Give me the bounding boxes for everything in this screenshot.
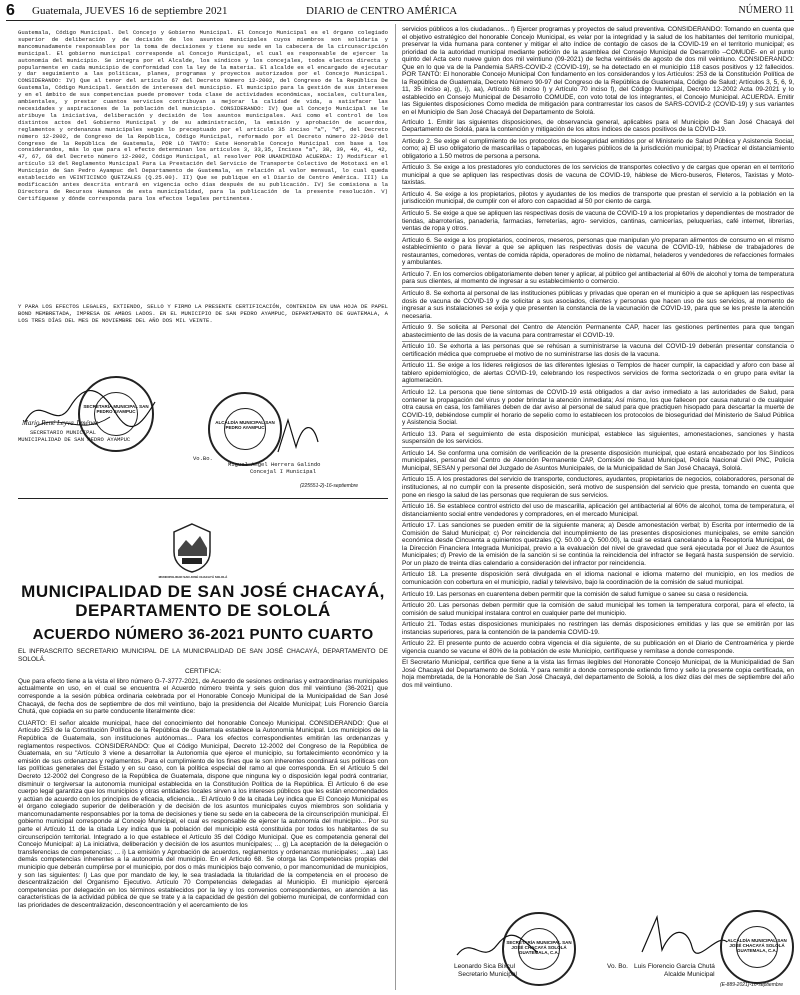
header-date: Guatemala, JUEVES 16 de septiembre 2021 xyxy=(32,5,228,17)
signer1-name: Mario René Leyva Jiménez xyxy=(22,419,98,427)
publication-ref: (225551-2)-16-septiembre xyxy=(300,483,359,489)
logo-text: MUNICIPALIDAD SAN JOSÉ CHACAYÁ SOLOLÁ xyxy=(158,575,228,579)
article-item: Artículo 20. Las personas deben permitir que la comisión de salud municipal les tomen la temperatura corporal, para el efecto, la comisión de salud municipal instalara control en cualquier parte del municipio. xyxy=(402,602,794,620)
article-item: Artículo 3. Se exige a los prestadores y/o conductores de los servicios de transportes colectivo y de cargas que operan en el territorio municipal a que se apliquen las respectivas dosis de vacuna de COVID-19, háblese de Micro-buseros, Fleteros, Taxistas y Moto-taxistas. xyxy=(402,164,794,189)
articles-list xyxy=(402,119,794,658)
notice-subtitle: ACUERDO NÚMERO 36-2021 PUNTO CUARTO xyxy=(32,626,374,643)
signer1-role: SECRETARIO MUNICIPAL xyxy=(30,429,97,436)
page-number: 6 xyxy=(6,2,15,19)
page-header xyxy=(6,4,794,21)
notice-title: MUNICIPALIDAD DE SAN JOSÉ CHACAYÁ, DEPARTAMENTO DE SOLOLÁ xyxy=(21,582,385,620)
article-item: Artículo 13. Para el seguimiento de esta disposición municipal, establece las siguientes, amonestaciones, sanciones y hasta suspensión de los servicios. xyxy=(402,431,794,449)
signer1-municipality: MUNICIPALIDAD DE SAN PEDRO AYAMPUC xyxy=(18,436,131,443)
newspaper-name: DIARIO de CENTRO AMÉRICA xyxy=(306,5,458,17)
stamp-text: SECRETARÍA MUNICIPAL SAN JOSÉ CHACAYÁ SOLOLÁ GUATEMALA, C.A. xyxy=(506,940,572,955)
article-item: Artículo 16. Se establece control estricto del uso de mascarilla, aplicación gel antibacterial al 60% de alcohol, toma de temperatura, el distanciamiento social entre vendedores y compradores, en el mercado Municipal. xyxy=(402,503,794,521)
stamp-text: ALCALDÍA MUNICIPAL SAN PEDRO AYAMPUC xyxy=(215,420,275,430)
stamp-text: ALCALDÍA MUNICIPAL SAN JOSÉ CHACAYÁ SOLOLÁ GUATEMALA, C.A. xyxy=(727,938,787,953)
vobo-label: Vo.Bo. xyxy=(193,455,213,462)
article-item: Artículo 4. Se exige a los propietarios, pilotos y ayudantes de los medios de transporte que prestan el servicio a la población en la jurisdicción municipal, de cumplir con el aforo con capacidad al 50 por ciento de carga. xyxy=(402,191,794,209)
article-item: Artículo 21. Todas estas disposiciones municipales no restringen las demás disposiciones emitidas y las que se emitirán por las instancias superiores, para la contención de la pandemia COVID-19. xyxy=(402,621,794,639)
article-item: Artículo 6. Se exige a los propietarios, cocineros, meseros, personas que manipulan y/o preparan alimentos de consumo en el mismo establecimiento o para llevar a que se apliquen las respectivas dosis de vacuna de COVID-19, háblese de trabajadores de restaurantes, comedores, ventas de comida rápida, operadores de molino de nixtamal, heladeros y vendedores de refacciones formales y ambulantes. xyxy=(402,237,794,270)
article-item: Artículo 1. Emitir las siguientes disposiciones, de observancia general, aplicables para el Municipio de San José Chacayá del Departamento de Sololá, para la contención y mitigación de los altos índices de casos positivos de la COVID-19. xyxy=(402,119,794,137)
article-item: Artículo 2. Se exige el cumplimiento de los protocolos de bioseguridad emitidos por el Ministerio de Salud Pública y Asistencia Social, como; a) El uso obligatorio de mascarillas o tapabocas, en lugares públicos de la jurisdicción municipal; b) Practicar el distanciamiento obligatorio a 1.50 metros de persona a persona. xyxy=(402,138,794,163)
signature-scribble xyxy=(268,412,328,462)
notice-closing: Y PARA LOS EFECTOS LEGALES, EXTIENDO, SELLO Y FIRMO LA PRESENTE CERTIFICACIÓN, CONTENIDA EN UNA HOJA DE PAPEL BOND MEMBRETADA, IMPRESA DE AMBOS LADOS. EN EL MUNICIPIO DE SAN PEDRO AYAMPUC, DEPARTAMENTO DE GUATEMALA, A LOS TRES DÍAS DEL MES DE NOVIEMBRE DEL AÑO DOS MIL VEINTE. xyxy=(18,303,392,324)
issue-number: NÚMERO 11 xyxy=(738,5,794,16)
publication-ref: (E-889-2021)-16-septiembre xyxy=(720,982,784,988)
article-item: Artículo 9. Se solicita al Personal del Centro de Atención Permanente CAP, hacer las gestiones pertinentes para que tengan abastecimiento de las dosis de la vacuna para contrarrestar el COVID-19. xyxy=(402,324,794,342)
article-item: Artículo 19. Las personas en cuarentena deben permitir que la comisión de salud fumigue o sanee su casa o residencia. xyxy=(402,591,794,601)
right-intro: servicios públicos a los ciudadanos... f) Ejercer programas y proyectos de salud preventiva. CONSIDERANDO: Tomando en cuenta que el objetivo estratégico del honorable Concejo Municipal, es velar por la integridad y la salud de los habitantes del territorio municipal, preservar la vida humana para contener y mitigar el alto índice de contagio de casos de la COVID-19 en el territorio municipal; es prioridad de la autoridad municipal mediante petición de la asamblea del Consejo Municipal de Desarrollo –COMUDE- en el punto quinto del Acta cero nueve guion dos mil veintiuno (09-2021) de fecha veintiséis de agosto de dos mil veintiuno. CONSIDERANDO: Que en lo que va de la Pandemia SARS-COVID-2 (COVID-19), se ha detectado en el municipio 118 casos positivos y 12 fallecidos. POR TANTO: El honorable Concejo Municipal Con fundamento en los considerandos y los Artículos: 253 de la Constitución Política de la República de Guatemala, Decreto Número 90-97 del Congreso de la República de Guatemala, Código de Salud; Artículos 3, 5, 6, 9, 11, 35 inciso a), g), i), aa), Artículo 68 inciso l) y Artículo 70 inciso f), del Código Municipal, Decreto 12-2002 Acta 09-2021 y lo establecido en Consejo Municipal de Desarrollo COMUDE, con voto total de los integrantes, el Concejo Municipal. ACUERDA. Emitir las Siguientes disposiciones Como medida de mitigación para contrarrestar los casos de SARS-COVID-2 (COVID-19) y sus variantes en el Municipio de San José Chacayá del Departamento de Sololá. xyxy=(402,26,794,117)
right-vobo: Vo. Bo. xyxy=(607,963,628,970)
article-item: Artículo 15. A los prestadores del servicio de transporte, conductores, ayudantes, propietarios de negocios, colaboradores, personal de instituciones, al no cumplir con la presente disposición, será motivo de suspensión del servicio que presta, tomando en cuenta que pone en riesgo la salud de las personas que requieran de sus servicios. xyxy=(402,476,794,501)
left-signature-area xyxy=(18,372,388,482)
article-item: Artículo 7. En los comercios obligatoriamente deben tener y aplicar, al público gel antibacterial al 60% de alcohol y toma de temperatura para sus clientes, al momento de ingresar a su establecimiento o comercio. xyxy=(402,271,794,289)
right-signature-area xyxy=(402,912,794,990)
signature-scribble xyxy=(632,912,732,962)
right-signer1-name: Leonardo Sica Bixcul xyxy=(454,963,516,970)
article-item: Artículo 22. El presente punto de acuerdo cobra vigencia el día siguiente, de su publicación en el Diario de Centroamérica y pierde vigencia cuando se vacune el 80% de la población de este Municipio, certifíquese y remítase a donde corresponde. xyxy=(402,640,794,658)
certifica-label: CERTIFICA: xyxy=(185,668,221,676)
article-item: Artículo 5. Se exige a que se apliquen las respectivas dosis de vacuna de COVID-19 a los propietarios y dependientes de mostrador de tiendas, abarroterías, panadería, farmacias, ferreterías, agro- servicios, cantinas, carnicerías, peluquerías, café internet, librerías, ventas de ropa y otros. xyxy=(402,210,794,235)
article-item: Artículo 8. Se exhorta al personal de las instituciones públicas y privadas que operan en el municipio a que se apliquen las respectivas dosis de vacuna de COVID-19 y de solicitar a sus asociados, clientes y personas que hacen uso de sus servicios, al momento de ingresar a sus instalaciones se exija y que presenten la constancia de la vacunación de COVID-19, para que se les preste la atención necesaria. xyxy=(402,290,794,323)
certifica-body: Que para efecto tiene a la vista el libro número G-7-3777-2021, de Acuerdo de sesiones ordinarias y extraordinarias municipales actualmente en uso, en el cual se encuentra el Acuerdo número treinta y seis guion dos mil veintiuno (36-2021) que corresponde a la sesión pública ordinaria celebrada por el Honorable Concejo Municipal de la Municipalidad de San José Chacayá, de fecha dos de septiembre de dos mil veintiuno, bajo la presidencia del Alcalde Municipal; Luis Florencio García Chutá, que copiada en su parte conducente literalmente dice: xyxy=(18,677,388,716)
right-column xyxy=(402,26,794,919)
signer2-name: Miguel Angel Herrera Galindo xyxy=(228,461,321,468)
right-signer1-role: Secretario Municipal xyxy=(458,971,517,978)
stamp-text: SECRETARÍA MUNICIPAL SAN PEDRO AYAMPUC xyxy=(83,404,149,414)
notice-intro: EL INFRASCRITO SECRETARIO MUNICIPAL DE LA MUNICIPALIDAD DE SAN JOSÉ CHACAYÁ, DEPARTAMENTO DE SOLOLÁ. xyxy=(18,648,388,663)
notice-body: Guatemala, Código Municipal. Del Concejo y Gobierno Municipal. El Concejo Municipal es el órgano colegiado superior de deliberación y de decisión de los asuntos municipales cuyos miembros son solidaria y mancomunadamente responsables por la toma de decisiones y tiene su sede en la cabecera de la circunscripción municipal. El gobierno municipal corresponde al Concejo Municipal, el cual es responsable de ejercer la autonomía del municipio. Se integra por el Alcalde, los síndicos y los concejales, todos electos directa y popularmente en cada municipio de conformidad con la ley de la materia. El alcalde es el encargado de ejecutar y dar seguimiento a las políticas, planes, programas y proyectos autorizados por el Concejo Municipal. CONSIDERANDO: IV) Que al tenor del artículo 67 del Decreto Número 12-2002, del Congreso de la República De Guatemala, Código Municipal. Gestión de intereses del municipio. El municipio para la gestión de sus intereses y en el ámbito de sus competencias puede promover toda clase de actividades económicas, sociales, culturales, ambientales, y prestar cuantos servicios contribuyan a mejorar la calidad de vida, a satisfacer las necesidades y aspiraciones de la población del municipio. CONSIDERANDO: IV) Que al Concejo Municipal se le atribuye la iniciativa, deliberación y decisión de los asuntos municipales. Así como el control de los distintos actos del Gobierno Municipal y de su administración, la emisión y aprobación de acuerdos, reglamentos y ordenanzas municipales según lo preceptuado por el artículo 35 inciso "a", "d", del Decreto número 12-2002, de Congreso de la República, Código Municipal, reformado por el Decreto número 22-2010 del Congreso de la República de Guatemala, POR LO TANTO: Este Honorable Concejo Municipal con base a los considerandos, más lo que para el efecto determinan los artículos 3, 33,35, Incisos "a", 38, 39, 40, 41, 42, 47, 67, 68 del Decreto número 12-2002, Código Municipal, al resolver POR UNANIMIDAD ACUERDA: I) Modificar el artículo 13 del Reglamento Municipal Para La Prestación del Servicio de Transporte Colectivo de Mototaxi en el Municipio de San Pedro Ayampuc del Departamento de Guatemala, en relación al valor mensual, lo cual queda establecido en VEINTICINCO QUETZALES (Q.25.00). II) Que se publique en el Diario de Centro América. III) La modificación antes descrita entrará en vigencia ocho días después de su publicación. IV) Se comisiona a la Directora de Recursos Humanos de esta municipalidad, para la publicación de la presente resolución. V) Certifíquese y dónde corresponda para los efectos legales pertinentes. xyxy=(18,29,392,202)
section-divider xyxy=(18,498,388,499)
municipality-logo xyxy=(170,522,214,574)
right-signer2-name: Luis Florencio García Chutá xyxy=(634,963,715,970)
column-divider xyxy=(395,24,396,990)
article-item: Artículo 12. La persona que tiene síntomas de COVID-19 está obligados a dar aviso inmediato a las autoridades de Salud, para contener la propagación del virus y poder brindar la atención inmediata; Así mismo, los que fallecen por causa natural o de cualquier otra causa en casa, los familiares deben de dar aviso al personal de salud para que practiquen hisopado para descartar la muerte de COVID-19, debiéndose cumplir el horario de sepelio como lo establecen los protocolos de bioseguridad del Ministerio de Salud Pública y Asistencia Social. xyxy=(402,389,794,429)
article-item: Artículo 11. Se exige a los líderes religiosos de las diferentes Iglesias o Templos de hacer cumplir, la capacidad y aforo con base al tablero epidemiológico, de alertas COVID-19, celebrando los respectivos servicios de forma sectorizada o en grupo para evitar la aglomeración. xyxy=(402,362,794,387)
cuarto-body: CUARTO: El señor alcalde municipal, hace del conocimiento del honorable Concejo Municipal. CONSIDERANDO: Que el Artículo 253 de la Constitución Política de la República de Guatemala establece la Autonomía Municipal. Los municipios de la República de Guatemala, son instituciones autónomas... Para los efectos correspondientes emitirán las ordenanzas y reglamentos respectivos. CONSIDERANDO: Que el Código Municipal, Decreto 12-2002 del Congreso de la República de Guatemala, en su "Artículo 3 viene a desarrollar la Autonomía que ejerce el municipio, su fortalecimiento económico y la emisión de sus ordenanzas y reglamentos. Para el cumplimiento de los fines que le son inherentes coordinará sus políticas con las políticas generales del Estado y en su caso, con la política especial del ramo al que corresponda. En el Artículo 5 del Decreto 12-2002 del Congreso de la República de Guatemala, dispone que ninguna ley o disposición legal podrá contrariar, disminuir o tergiversar la autonomía municipal establecida en la Constitución Política de la República. El Artículo 6 de ese cuerpo legal garantiza que los municipios y otras entidades locales sirven a los intereses públicos que les están encomendados y actúan de acuerdo con los principios de eficacia, eficiencia... El Artículo 9 de la citada Ley indica que El Concejo Municipal es el órgano colegiado superior de deliberación y de decisión de los asuntos municipales cuyos miembros son solidaria y mancomunadamente responsables por la toma de decisiones y tiene su sede en la cabecera de la circunscripción municipal. El gobierno municipal corresponde al Concejo Municipal, el cual es responsable de ejercer la autonomía del municipio... Por su parte el Artículo 11 de la citada Ley indica que la población del municipio está constituida por todos los habitantes de su circunscripción territorial. Integrado a lo que establece el Artículo 35 del Código Municipal. Que es competencia general del Concejo Municipal: a) La iniciativa, deliberación y decisión de los asuntos municipales; ... g) La aceptación de la delegación o transferencias de competencias; ... i) La emisión y Aprobación de acuerdos, reglamentos y ordenanzas municipales; ...aa) Las demás competencias inherentes a la autonomía del municipio. En el Artículo 68. Se otorga las Competencias propias del municipio que deberán cumplirse por el municipio, por dos o más municipios bajo convenio, o por mancomunidad de municipios, y son las siguientes: l) Las que por mandato de ley, le sea trasladada la titularidad de la competencia en el proceso de descentralización del Organismo Ejecutivo. Artículo 70 Competencias delegadas al Municipio. El municipio ejercerá competencias por delegación en los términos establecidos por la ley y los convenios correspondientes, en atención a las características de la actividad pública de que se trate y a la capacidad de gestión del gobierno municipal, de conformidad con las prioridades de descentralización, desconcentración y el acercamiento de los xyxy=(18,719,388,909)
signer2-role: Concejal I Municipal xyxy=(250,468,317,475)
alcaldia-stamp xyxy=(720,910,794,984)
article-item: Artículo 10. Se exhorta a las personas que se rehúsan a suministrarse la vacuna del COVID-19 deberán presentar constancia o certificación médica que compruebe el motivo de no suministrarse las dosis de la vacuna. xyxy=(402,343,794,361)
article-item: Artículo 14. Se conforma una comisión de verificación de la presente disposición municipal, que estará encabezado por los Síndicos municipales, personal del Centro de Atención Permanente CAP, Comisión de Salud Municipal, Policía Nacional Civil PNC, Policía Municipal, SESAN y personal del Juzgado de Asuntos Municipales, de la Municipalidad de San José Chacayá, Sololá. xyxy=(402,450,794,475)
right-closing: El Secretario Municipal, certifica que tiene a la vista las firmas ilegibles del Honorable Concejo Municipal, de la Municipalidad de San José Chacayá del Departamento de Sololá. Y para remitir a donde corresponde extiendo firmo y sello la presente copia certificada, en hoja membretada, de la Honorable de San José Chacayá, del departamento de Sololá, a los diez días del mes de septiembre del año dos mil veintiuno. xyxy=(402,659,794,690)
article-item: Artículo 17. Las sanciones se pueden emitir de la siguiente manera; a) Desde amonestación verbal; b) Escrita por intermedio de la Comisión de Salud Municipal; c) Por reincidencia del incumplimiento de las presentes disposiciones municipales, se emite sanción económica desde Cincuenta a quinientos quetzales (Q. 50.00 a Q. 500.00), la cual se estará cancelando a la Receptoría Municipal, de la Dirección Financiera Integrada Municipal, previo a la evaluación del nivel de gravedad que será ejecutada por el Juez de Asuntos Municipales; d) Previo de la emisión de la sanción si se continúa la reincidencia del infractor se llegará hasta suspensión de servicio. Por un plazo de treinta días calendario a consideración del infractor por reincidencia. xyxy=(402,522,794,570)
notice-text xyxy=(18,648,388,990)
right-signer2-role: Alcalde Municipal xyxy=(664,971,715,978)
article-item: Artículo 18. La presente disposición será divulgada en el idioma nacional e idioma materno del municipio, en los medios de comunicación con cobertura en el municipio, radial y televisivo, bajo la coordinación de la comisión de salud municipal. xyxy=(402,571,794,589)
